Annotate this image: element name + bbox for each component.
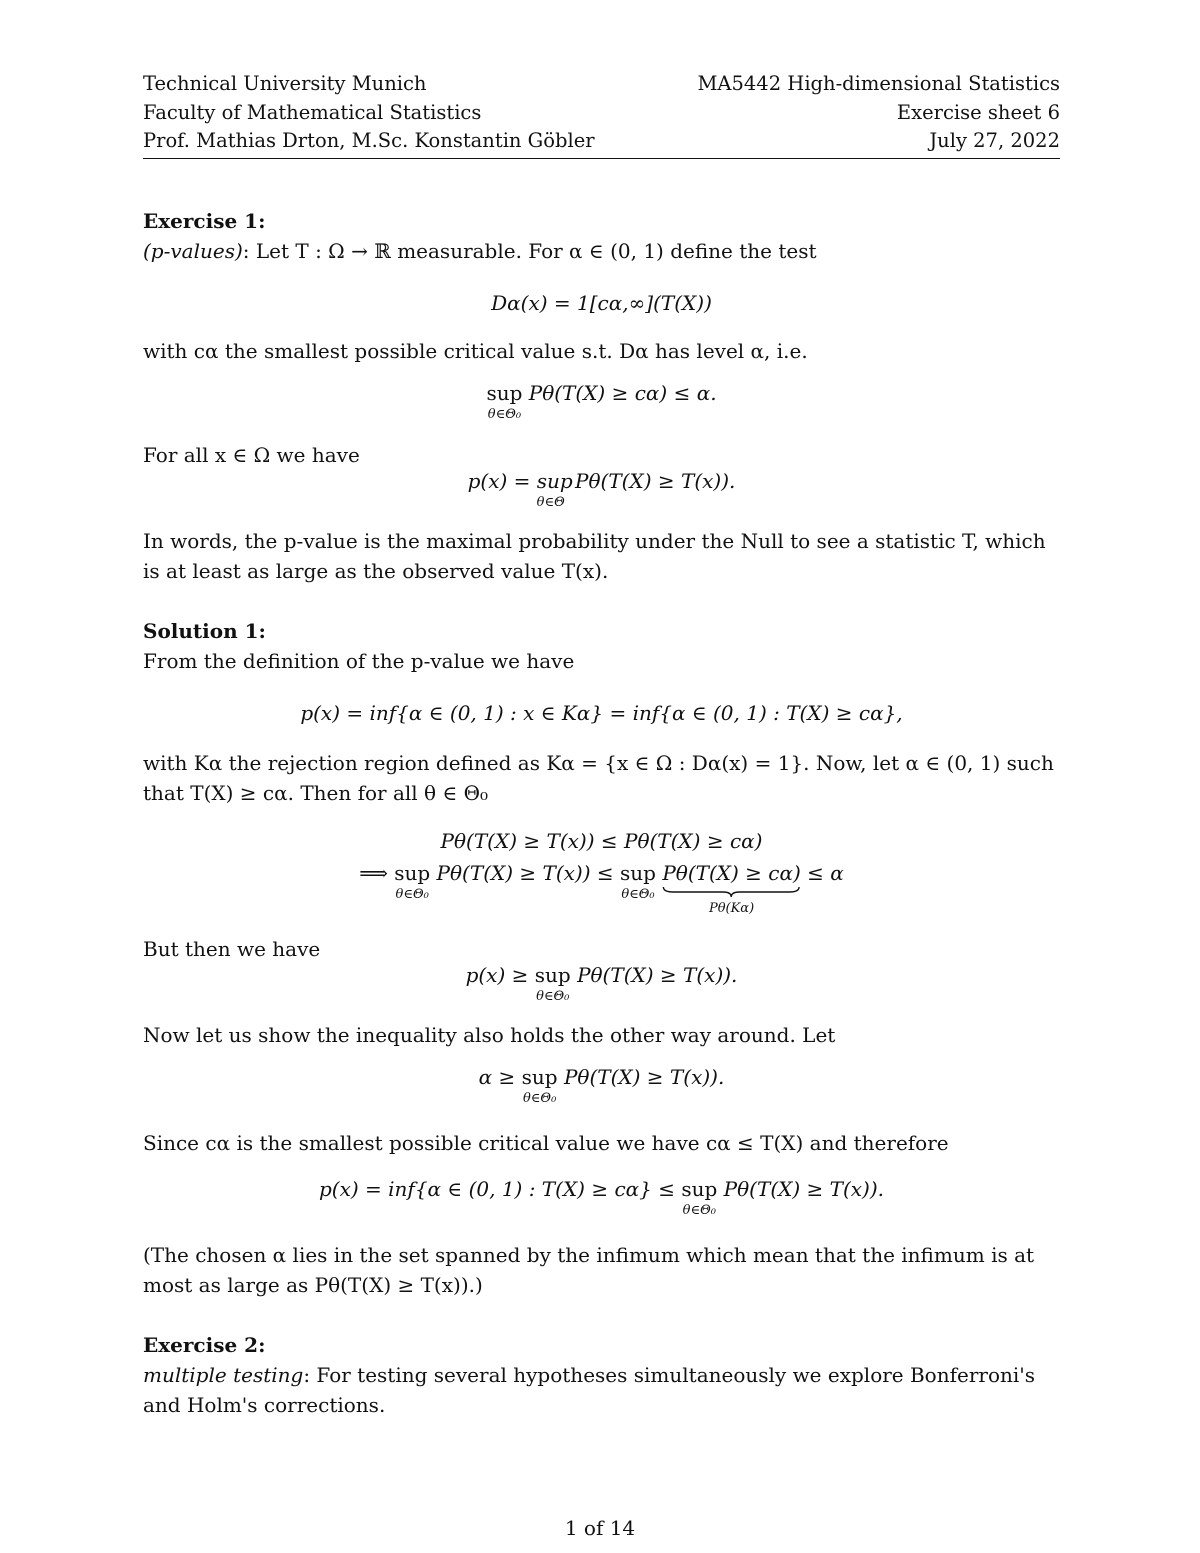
sup-limit: θ∈Θ₀ bbox=[536, 988, 570, 1004]
exercise-1-level-text: with cα the smallest possible critical value s.t. Dα has level α, i.e. bbox=[143, 338, 808, 363]
equation-test-definition: Dα(x) = 1[cα,∞](T(X)) bbox=[491, 290, 712, 315]
exercise-2-intro bbox=[143, 1360, 1060, 1420]
underbrace-group bbox=[662, 860, 800, 922]
sup-operator: sup bbox=[486, 380, 523, 405]
equation-p-value-lower-bound bbox=[143, 962, 1060, 1010]
exercise-1-intro-text: : Let T : Ω → ℝ measurable. For α ∈ (0, 1) define the test bbox=[242, 238, 817, 263]
equation-body: Pθ(T(X) ≥ cα) ≤ α. bbox=[528, 380, 717, 405]
equation-body: Pθ(T(X) ≥ T(x)). bbox=[723, 1176, 885, 1201]
solution-1-intro: From the definition of the p-value we have bbox=[143, 648, 575, 673]
solution-1-rejection-text: with Kα the rejection region defined as Kα = {x ∈ Ω : Dα(x) = 1}. Now, let α ∈ (0, 1) such that T(X) ≥ cα. Then for all θ ∈ Θ₀ bbox=[143, 750, 1054, 805]
exercise-2-intro-text: : For testing several hypotheses simultaneously we explore Bonferroni's and Holm's corrections. bbox=[143, 1362, 1036, 1417]
equation-p-value-upper-bound bbox=[143, 1176, 1060, 1224]
implies-symbol: ⟹ bbox=[359, 860, 388, 885]
sup-operator: sup bbox=[681, 1176, 718, 1201]
equation-p-value bbox=[143, 468, 1060, 516]
equation-lhs: p(x) = sup bbox=[467, 468, 573, 493]
header-faculty: Faculty of Mathematical Statistics bbox=[143, 100, 482, 124]
braced-term: Pθ(T(X) ≥ cα) bbox=[662, 860, 801, 885]
sup-limit: θ∈Θ₀ bbox=[621, 886, 655, 902]
header-course: MA5442 High-dimensional Statistics bbox=[697, 72, 1060, 95]
sup-limit: θ∈Θ₀ bbox=[522, 1090, 557, 1106]
exercise-2-heading: Exercise 2: bbox=[143, 1332, 266, 1357]
exercise-2-topic: multiple testing bbox=[143, 1362, 304, 1387]
sup-limit: θ∈Θ₀ bbox=[487, 406, 522, 422]
equation-lhs: p(x) ≥ bbox=[465, 962, 529, 987]
exercise-1-topic: (p-values) bbox=[143, 238, 243, 263]
exercise-1-for-all-text: For all x ∈ Ω we have bbox=[143, 442, 360, 467]
equation-alpha-bound bbox=[143, 1064, 1060, 1112]
sup-limit: θ∈Θ₀ bbox=[682, 1202, 716, 1218]
header-sheet: Exercise sheet 6 bbox=[896, 100, 1060, 124]
sup-limit: θ∈Θ bbox=[536, 494, 565, 510]
page-header bbox=[143, 70, 1060, 159]
equation-p-value-inf: p(x) = inf{α ∈ (0, 1) : x ∈ Kα} = inf{α ∈ (0, 1) : T(X) ≥ cα}, bbox=[300, 700, 903, 725]
header-university: Technical University Munich bbox=[143, 72, 427, 95]
exercise-1-intro bbox=[143, 236, 1060, 266]
sup-operator: sup bbox=[620, 860, 656, 885]
header-authors: Prof. Mathias Drton, M.Sc. Konstantin Göbler bbox=[143, 129, 595, 152]
equation-body: Pθ(T(X) ≥ T(x)). bbox=[563, 1064, 725, 1089]
underbrace-label: Pθ(Kα) bbox=[708, 900, 755, 916]
equation-implication-line bbox=[143, 860, 1060, 922]
header-divider bbox=[143, 158, 1060, 159]
equation-end: ≤ α bbox=[807, 860, 844, 885]
exercise-1-heading: Exercise 1: bbox=[143, 208, 266, 233]
equation-inequality-line-1: Pθ(T(X) ≥ T(x)) ≤ Pθ(T(X) ≥ cα) bbox=[440, 828, 763, 853]
header-date: July 27, 2022 bbox=[929, 129, 1060, 152]
equation-level-condition bbox=[143, 380, 1060, 428]
equation-middle: Pθ(T(X) ≥ T(x)) ≤ bbox=[436, 860, 614, 885]
solution-1-other-way-text: Now let us show the inequality also holds the other way around. Let bbox=[143, 1022, 836, 1047]
equation-body: Pθ(T(X) ≥ T(x)). bbox=[577, 962, 738, 987]
sup-limit: θ∈Θ₀ bbox=[395, 886, 429, 902]
sup-operator: sup bbox=[534, 962, 571, 987]
solution-1-since-text: Since cα is the smallest possible critical value we have cα ≤ T(X) and therefore bbox=[143, 1130, 949, 1155]
equation-body: Pθ(T(X) ≥ T(x)). bbox=[575, 468, 736, 493]
equation-lhs: p(x) = inf{α ∈ (0, 1) : T(X) ≥ cα} ≤ bbox=[318, 1176, 675, 1201]
sup-operator: sup bbox=[394, 860, 431, 885]
solution-1-then-text: But then we have bbox=[143, 936, 321, 961]
equation-lhs: α ≥ bbox=[478, 1064, 516, 1089]
solution-1-remark: (The chosen α lies in the set spanned by the infimum which mean that the infimum is at most as large as Pθ(T(X) ≥ T(x)).) bbox=[143, 1242, 1035, 1297]
sup-operator: sup bbox=[521, 1064, 558, 1089]
page-number: 1 of 14 bbox=[564, 1516, 636, 1540]
solution-1-heading: Solution 1: bbox=[143, 618, 266, 643]
exercise-1-explanation: In words, the p-value is the maximal probability under the Null to see a statistic T, which is at least as large as the observed value T(x). bbox=[143, 528, 1046, 583]
document-page bbox=[143, 70, 1060, 1420]
